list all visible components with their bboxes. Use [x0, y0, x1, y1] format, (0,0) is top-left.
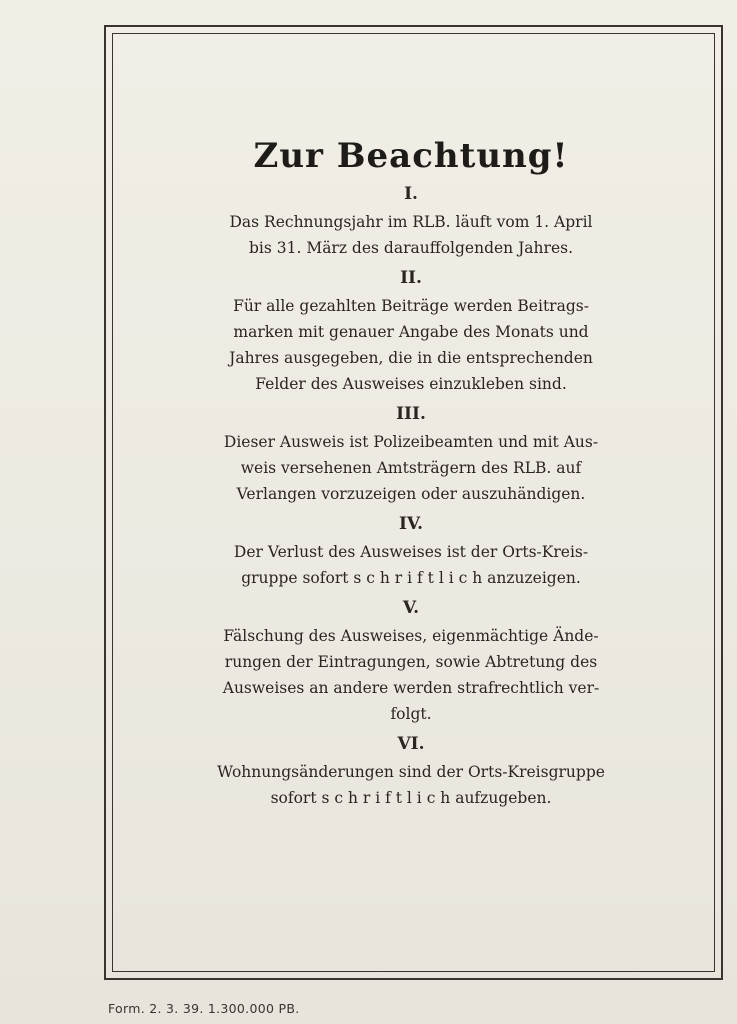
page-title: Zur Beachtung!: [253, 136, 569, 176]
section-text-1: Das Rechnungsjahr im RLB. läuft vom 1. April bis 31. März des darauffolgenden Jahres.: [229, 213, 593, 257]
border-frame: [104, 25, 723, 980]
section-text-5: Fälschung des Ausweises, eigenmächtige Ände- rungen der Eintragungen, sowie Abtretung des Ausweises an andere werden strafrechtlich ver- folgt.: [222, 627, 600, 723]
section-text-3: Dieser Ausweis ist Polizeibeamten und mit Aus- weis versehenen Amtsträgern des RLB. auf Verlangen vorzuzeigen oder auszuhändigen.: [223, 433, 599, 503]
notice-content: [176, 135, 646, 811]
section-number-1: I.: [404, 184, 418, 204]
section-text-4: Der Verlust des Ausweises ist der Orts-Kreis- gruppe sofort s c h r i f t l i c h anzuzeigen.: [233, 543, 589, 587]
section-number-6: VI.: [397, 734, 425, 754]
section-text-6: Wohnungsänderungen sind der Orts-Kreisgruppe sofort s c h r i f t l i c h aufzugeben.: [217, 763, 605, 807]
section-text-2: Für alle gezahlten Beiträge werden Beitrags- marken mit genauer Angabe des Monats und Jahres ausgegeben, die in die entsprechenden Felder des Ausweises einzukleben sind.: [229, 297, 593, 393]
section-number-2: II.: [400, 268, 422, 288]
section-number-4: IV.: [398, 514, 424, 534]
section-number-5: V.: [402, 598, 420, 618]
form-code: Form. 2. 3. 39. 1.300.000 PB.: [108, 1001, 300, 1016]
section-number-3: III.: [396, 404, 426, 424]
